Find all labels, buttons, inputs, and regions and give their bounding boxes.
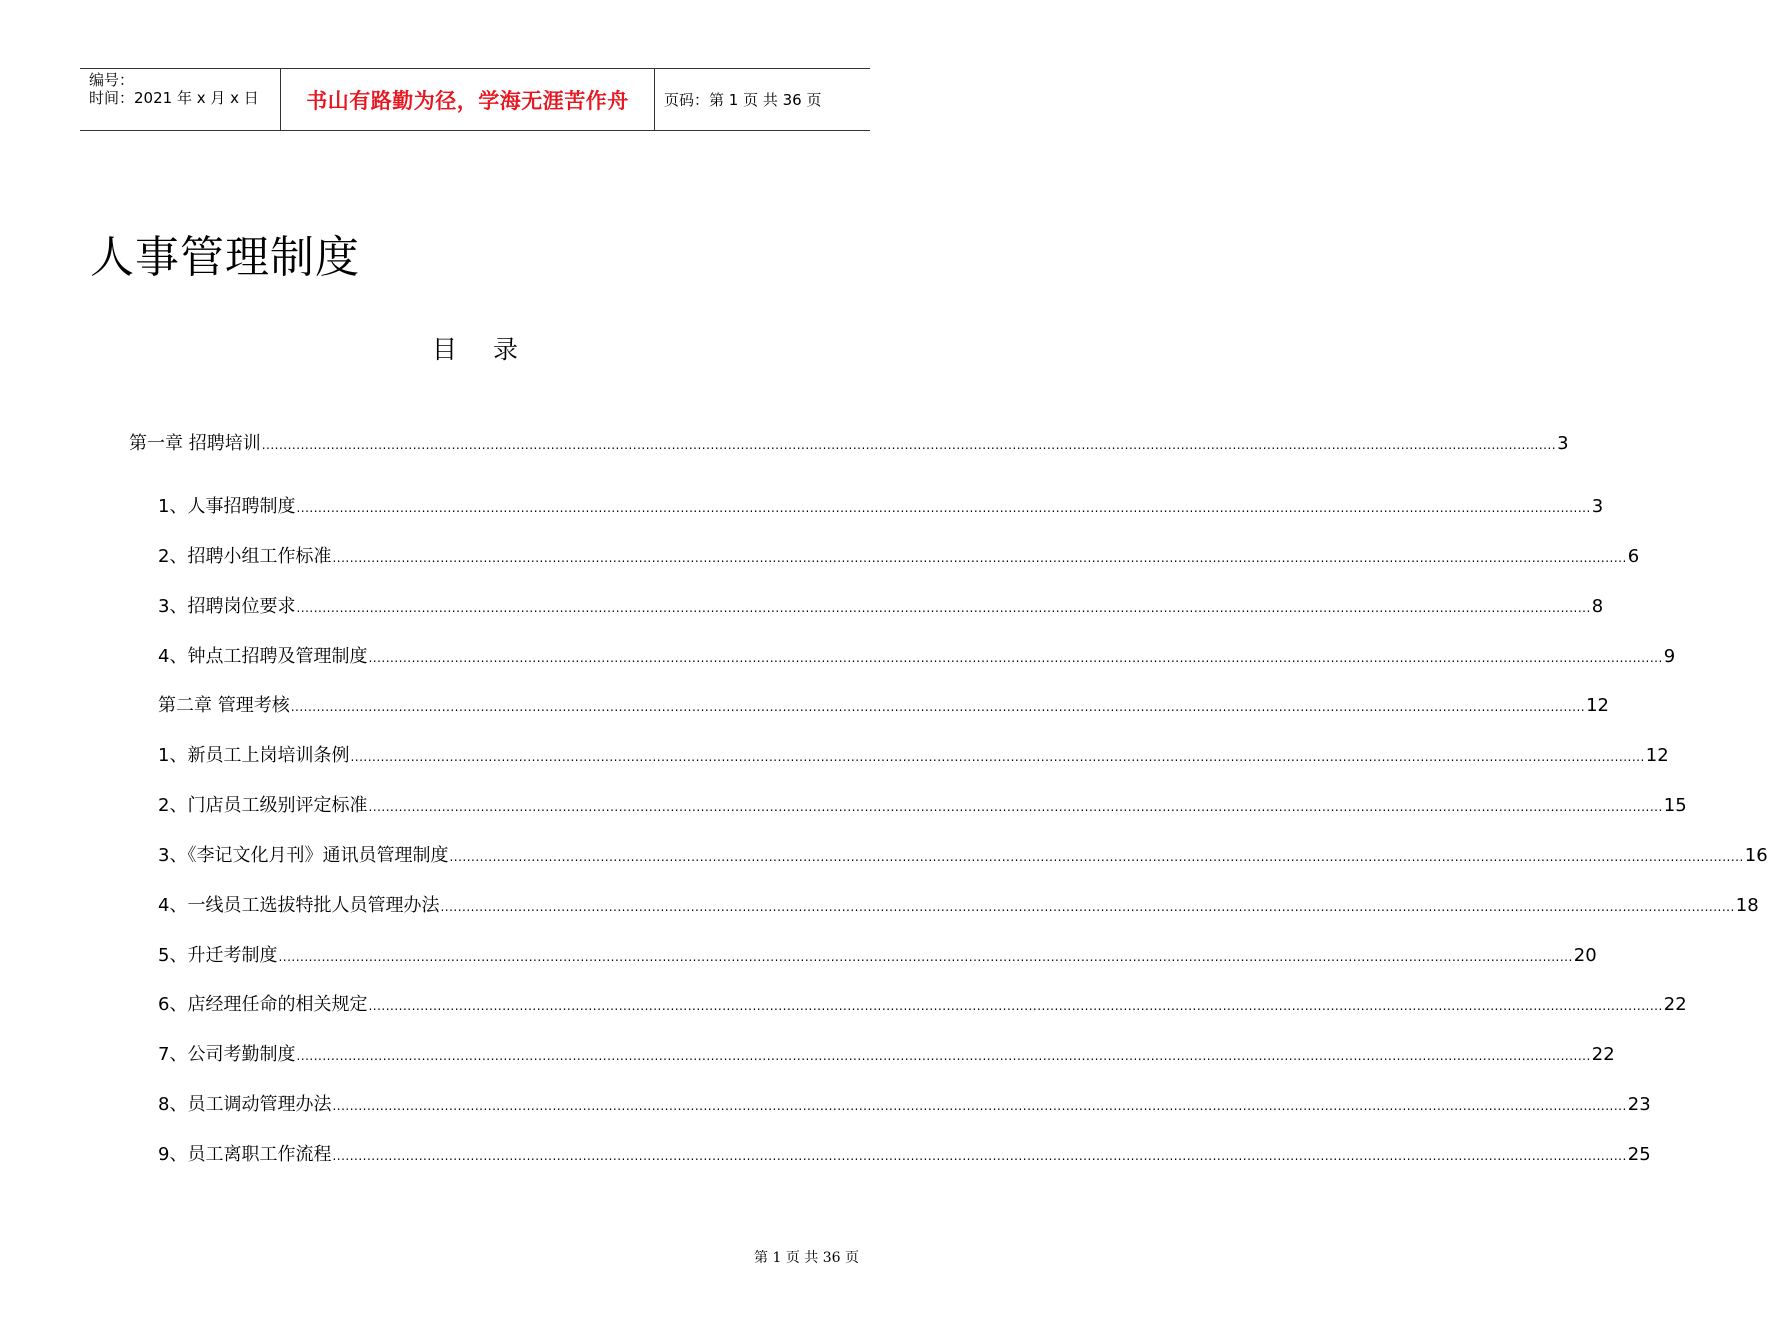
toc-entry-page: 3 <box>1557 433 1569 454</box>
toc-entry[interactable] <box>158 943 1597 969</box>
toc-dot-leader: ............................................................................................................................................................................................................................................................................................................ <box>296 501 1591 515</box>
toc-dot-leader: ............................................................................................................................................................................................................................................................................................................ <box>449 850 1744 864</box>
toc-dot-leader: ............................................................................................................................................................................................................................................................................................................ <box>296 1049 1591 1063</box>
toc-entry-page: 16 <box>1744 845 1768 866</box>
toc-entry[interactable] <box>158 1092 1651 1118</box>
toc-entry-title: 3、《李记文化月刊》通讯员管理制度 <box>158 845 449 866</box>
toc-dot-leader: ............................................................................................................................................................................................................................................................................................................ <box>368 651 1663 665</box>
date-label: 时间：2021 年 x 月 x 日 <box>89 89 259 107</box>
toc-dot-leader: ............................................................................................................................................................................................................................................................................................................ <box>290 700 1586 714</box>
toc-entry-title: 7、公司考勤制度 <box>158 1044 296 1065</box>
toc-entry-page: 6 <box>1627 546 1640 567</box>
toc-dot-leader: ............................................................................................................................................................................................................................................................................................................ <box>278 950 1573 964</box>
toc-entry-page: 22 <box>1663 994 1687 1015</box>
toc-entry-title: 2、门店员工级别评定标准 <box>158 795 368 816</box>
toc-entry-title: 6、店经理任命的相关规定 <box>158 994 368 1015</box>
toc-entry-title: 4、钟点工招聘及管理制度 <box>158 646 368 667</box>
toc-entry[interactable] <box>158 793 1687 819</box>
toc-entry-title: 4、一线员工选拔特批人员管理办法 <box>158 895 440 916</box>
toc-dot-leader: ............................................................................................................................................................................................................................................................................................................ <box>332 551 1627 565</box>
toc-entry-page: 23 <box>1627 1094 1651 1115</box>
toc-heading: 目 录 <box>432 335 532 364</box>
document-header <box>80 68 870 131</box>
toc-entry[interactable] <box>158 693 1609 719</box>
toc-entry[interactable] <box>158 544 1640 570</box>
toc-dot-leader: ............................................................................................................................................................................................................................................................................................................ <box>261 438 1557 452</box>
toc-entry-title: 1、人事招聘制度 <box>158 496 296 517</box>
toc-entry-page: 15 <box>1663 795 1687 816</box>
toc-entry[interactable] <box>158 1142 1651 1168</box>
toc-entry-title: 第二章 管理考核 <box>158 695 290 716</box>
toc-entry-title: 9、员工离职工作流程 <box>158 1144 332 1165</box>
toc-entry[interactable] <box>158 743 1669 769</box>
header-motto: 书山有路勤为径，学海无涯苦作舟 <box>281 69 655 130</box>
toc-entry-title: 8、员工调动管理办法 <box>158 1094 332 1115</box>
toc-entry[interactable] <box>158 1042 1615 1068</box>
document-title: 人事管理制度 <box>90 232 360 283</box>
toc-dot-leader: ............................................................................................................................................................................................................................................................................................................ <box>332 1149 1627 1163</box>
toc-entry-title: 2、招聘小组工作标准 <box>158 546 332 567</box>
toc-dot-leader: ............................................................................................................................................................................................................................................................................................................ <box>350 750 1645 764</box>
toc-dot-leader: ............................................................................................................................................................................................................................................................................................................ <box>368 999 1663 1013</box>
number-label: 编号： <box>89 71 135 89</box>
toc-entry-title: 3、招聘岗位要求 <box>158 596 296 617</box>
page-footer: 第 1 页 共 36 页 <box>754 1250 859 1266</box>
toc-dot-leader: ............................................................................................................................................................................................................................................................................................................ <box>368 800 1663 814</box>
toc-entry[interactable] <box>158 494 1604 520</box>
toc-entry-page: 12 <box>1586 695 1609 716</box>
toc-dot-leader: ............................................................................................................................................................................................................................................................................................................ <box>332 1099 1627 1113</box>
header-page-label: 页码：第 1 页 共 36 页 <box>664 91 822 109</box>
toc-entry-title: 第一章 招聘培训 <box>129 433 261 454</box>
toc-entry[interactable] <box>158 644 1676 670</box>
toc-entry-page: 20 <box>1573 945 1597 966</box>
toc-entry[interactable] <box>129 431 1569 457</box>
toc-entry-page: 3 <box>1591 496 1604 517</box>
toc-entry[interactable] <box>158 992 1687 1018</box>
toc-entry[interactable] <box>158 594 1604 620</box>
toc-entry-title: 1、新员工上岗培训条例 <box>158 745 350 766</box>
toc-entry[interactable] <box>158 893 1759 919</box>
toc-dot-leader: ............................................................................................................................................................................................................................................................................................................ <box>296 601 1591 615</box>
toc-entry-page: 25 <box>1627 1144 1651 1165</box>
toc-entry[interactable] <box>158 843 1768 869</box>
header-info-cell <box>80 69 281 130</box>
toc-dot-leader: ............................................................................................................................................................................................................................................................................................................ <box>440 900 1735 914</box>
toc-entry-page: 8 <box>1591 596 1604 617</box>
toc-entry-page: 9 <box>1663 646 1676 667</box>
toc-entry-title: 5、升迁考制度 <box>158 945 278 966</box>
toc-entry-page: 22 <box>1591 1044 1615 1065</box>
toc-entry-page: 18 <box>1735 895 1759 916</box>
toc-entry-page: 12 <box>1645 745 1669 766</box>
